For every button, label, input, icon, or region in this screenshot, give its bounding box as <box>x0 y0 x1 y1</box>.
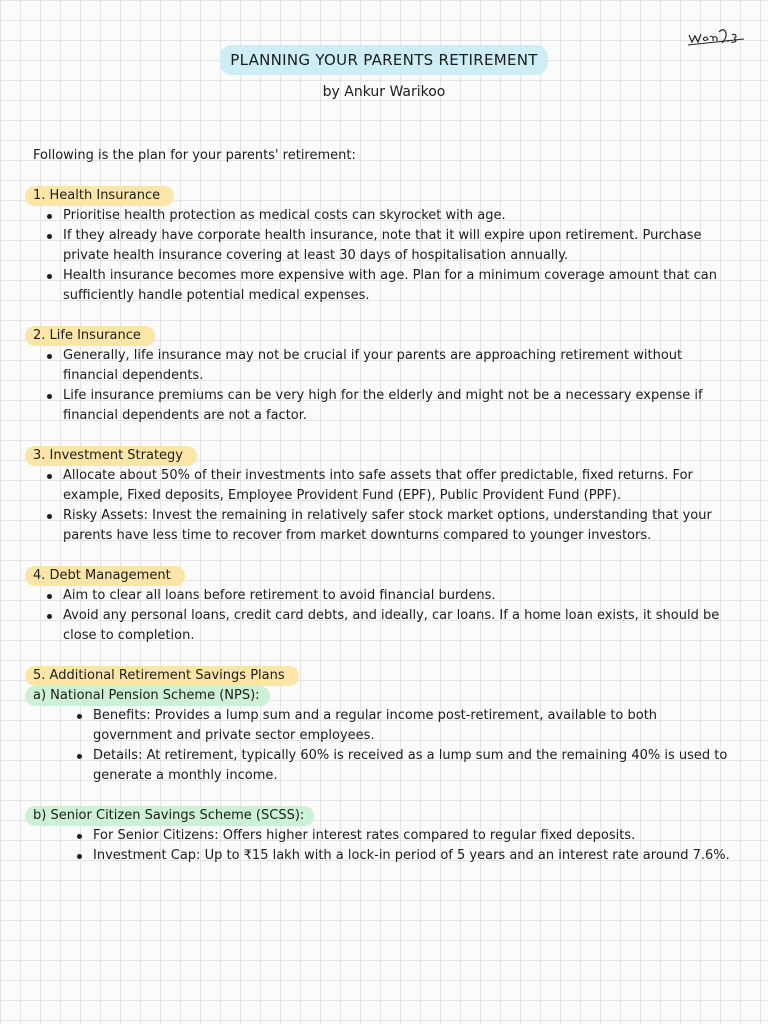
section-debt-management <box>33 566 738 646</box>
bullet-list <box>33 466 738 546</box>
subsection-heading-nps: a) National Pension Scheme (NPS): <box>25 686 270 706</box>
title-wrapper <box>0 45 768 75</box>
notes-body <box>33 146 738 886</box>
author-byline: by Ankur Warikoo <box>322 84 446 100</box>
section-heading: 1. Health Insurance <box>25 186 174 206</box>
bullet-list <box>33 586 738 646</box>
section-heading: 3. Investment Strategy <box>25 446 197 466</box>
bullet-list <box>33 346 738 426</box>
bullet-item: Investment Cap: Up to ₹15 lakh with a lock-in period of 5 years and an interest rate around 7.6%. <box>93 846 738 866</box>
section-health-insurance <box>33 186 738 306</box>
intro-text: Following is the plan for your parents' retirement: <box>33 148 356 163</box>
bullet-list <box>33 826 738 866</box>
bullet-item: Details: At retirement, typically 60% is received as a lump sum and the remaining 40% is used to generate a monthly income. <box>93 746 738 786</box>
bullet-item: Risky Assets: Invest the remaining in relatively safer stock market options, understanding that your parents have less time to recover from market downturns compared to younger investors. <box>63 506 738 546</box>
section-heading: 4. Debt Management <box>25 566 185 586</box>
bullet-item: Aim to clear all loans before retirement to avoid financial burdens. <box>63 586 738 606</box>
section-investment-strategy <box>33 446 738 546</box>
bullet-list <box>33 706 738 786</box>
bullet-item: Prioritise health protection as medical costs can skyrocket with age. <box>63 206 738 226</box>
section-heading: 2. Life Insurance <box>25 326 155 346</box>
section-heading: 5. Additional Retirement Savings Plans <box>25 666 299 686</box>
bullet-item: Benefits: Provides a lump sum and a regular income post-retirement, available to both government and private sector employees. <box>93 706 738 746</box>
section-additional-savings <box>33 666 738 786</box>
subsection-heading-scss: b) Senior Citizen Savings Scheme (SCSS): <box>25 806 314 826</box>
section-scss <box>33 806 738 866</box>
page-title: PLANNING YOUR PARENTS RETIREMENT <box>220 45 548 75</box>
bullet-item: For Senior Citizens: Offers higher interest rates compared to regular fixed deposits. <box>93 826 738 846</box>
bullet-item: Avoid any personal loans, credit card debts, and ideally, car loans. If a home loan exists, it should be close to completion. <box>63 606 738 646</box>
bullet-list <box>33 206 738 306</box>
bullet-item: Life insurance premiums can be very high for the elderly and might not be a necessary expense if financial dependents are not a factor. <box>63 386 738 426</box>
bullet-item: Generally, life insurance may not be crucial if your parents are approaching retirement without financial dependents. <box>63 346 738 386</box>
bullet-item: If they already have corporate health insurance, note that it will expire upon retirement. Purchase private health insurance covering at least 30 days of hospitalisation annually. <box>63 226 738 266</box>
bullet-item: Allocate about 50% of their investments into safe assets that offer predictable, fixed returns. For example, Fixed deposits, Employee Provident Fund (EPF), Public Provident Fund (PPF). <box>63 466 738 506</box>
bullet-item: Health insurance becomes more expensive with age. Plan for a minimum coverage amount that can sufficiently handle potential medical expenses. <box>63 266 738 306</box>
section-life-insurance <box>33 326 738 426</box>
